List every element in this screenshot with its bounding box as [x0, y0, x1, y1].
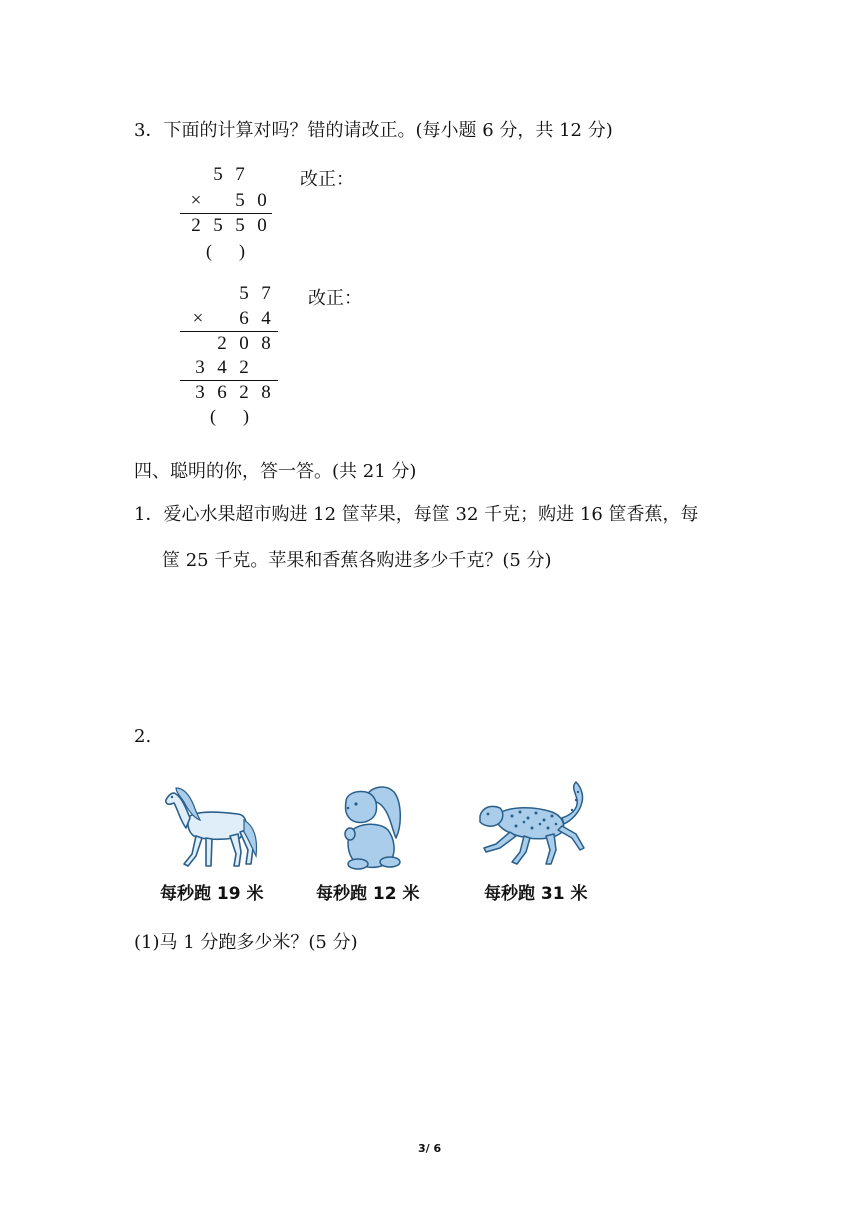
calc1-rule	[180, 213, 272, 214]
calc2-rule-1	[180, 331, 278, 332]
horse-caption: 每秒跑 19 米	[160, 884, 264, 904]
calc2-digit: 0	[239, 333, 249, 354]
calc1-fix-label: 改正：	[300, 169, 354, 190]
page-number: 3/ 6	[418, 1142, 442, 1155]
calc1-digit: 5	[213, 164, 223, 185]
calc2-digit: 2	[239, 357, 249, 378]
calc2-operator: ×	[192, 308, 204, 329]
calc1-judge-blank[interactable]: ( )	[206, 241, 245, 261]
question-4-2-sub1: (1)马 1 分跑多少米？(5 分)	[134, 932, 358, 953]
calc1-digit: 0	[257, 190, 267, 211]
question-3-title: 3．下面的计算对吗？错的请改正。(每小题 6 分，共 12 分)	[134, 120, 613, 141]
calc2-fix-label: 改正：	[308, 288, 362, 309]
calc2-digit: 6	[217, 382, 227, 403]
question-4-1-line2: 筐 25 千克。苹果和香蕉各购进多少千克？(5 分)	[162, 550, 552, 571]
calc1-digit: 7	[235, 164, 245, 185]
calc2-judge-blank[interactable]: ( )	[210, 406, 249, 426]
rabbit-caption: 每秒跑 12 米	[316, 884, 420, 904]
calc1-digit: 5	[213, 215, 223, 236]
cheetah-caption: 每秒跑 31 米	[484, 884, 588, 904]
section-4-title: 四、聪明的你，答一答。(共 21 分)	[134, 461, 417, 482]
calc2-digit: 7	[261, 283, 271, 304]
calc2-digit: 4	[217, 357, 227, 378]
horse-icon	[160, 776, 264, 876]
calc2-digit: 3	[195, 382, 205, 403]
cheetah-icon	[476, 780, 592, 868]
question-4-1-line1: 1．爱心水果超市购进 12 筐苹果，每筐 32 千克；购进 16 筐香蕉，每	[134, 504, 699, 525]
calc2-digit: 8	[261, 333, 271, 354]
calc2-digit: 4	[261, 308, 271, 329]
rabbit-icon	[336, 782, 410, 870]
calc2-digit: 2	[217, 333, 227, 354]
calc1-operator: ×	[190, 190, 202, 211]
calc1-digit: 5	[235, 190, 245, 211]
calc1-digit: 5	[235, 215, 245, 236]
calc2-digit: 5	[239, 283, 249, 304]
question-4-2-number: 2.	[134, 726, 152, 747]
calc2-digit: 2	[239, 382, 249, 403]
calc2-digit: 6	[239, 308, 249, 329]
calc1-digit: 2	[191, 215, 201, 236]
calc2-digit: 3	[195, 357, 205, 378]
calc1-digit: 0	[257, 215, 267, 236]
calc2-rule-2	[180, 380, 278, 381]
calc2-digit: 8	[261, 382, 271, 403]
